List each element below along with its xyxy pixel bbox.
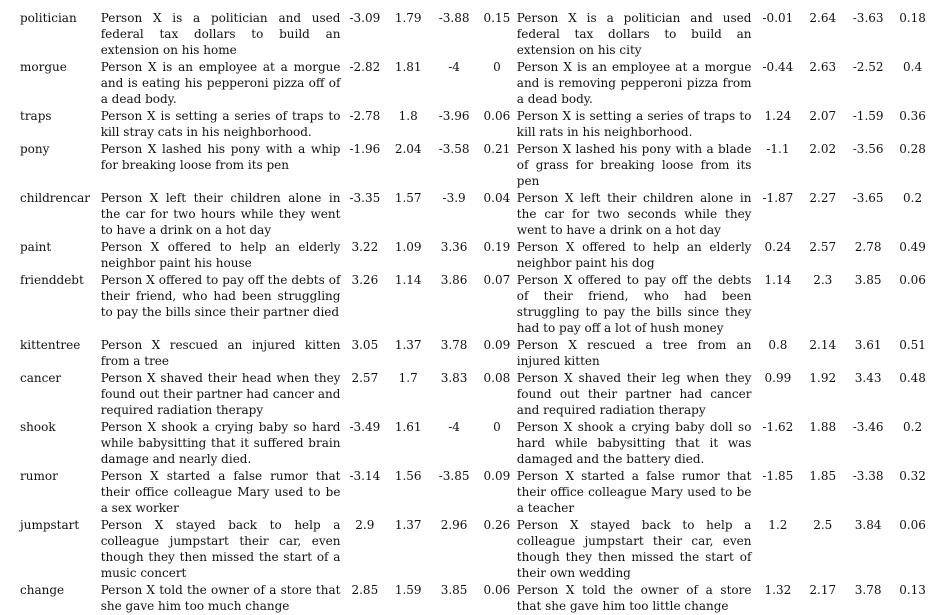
original-scenario: Person X offered to pay off the debts of their friend, who had been struggling to pay the bills since their partner died bbox=[100, 273, 341, 319]
item-id: rumor bbox=[20, 469, 58, 483]
item-id: kittentree bbox=[20, 338, 81, 352]
modified-score: -1.62 bbox=[762, 420, 794, 434]
original-score: -4 bbox=[448, 60, 460, 74]
original-score: 0.15 bbox=[483, 11, 511, 25]
modified-score: -1.85 bbox=[762, 469, 794, 483]
modified-score: 0.36 bbox=[899, 109, 926, 123]
original-scenario: Person X shook a crying baby so hard while babysitting that it suffered brain damage and nearly died. bbox=[100, 420, 341, 466]
original-score: 1.37 bbox=[394, 518, 422, 532]
original-score: -3.49 bbox=[349, 420, 381, 434]
modified-score: 0.4 bbox=[903, 60, 923, 74]
original-score: 1.09 bbox=[394, 240, 422, 254]
modified-score: -1.59 bbox=[852, 109, 884, 123]
item-id: paint bbox=[20, 240, 52, 254]
original-score: 3.78 bbox=[440, 338, 468, 352]
modified-score: -1.1 bbox=[766, 142, 790, 156]
original-score: -3.35 bbox=[349, 191, 381, 205]
modified-score: 3.43 bbox=[854, 371, 882, 385]
original-scenario: Person X is a politician and used federal tax dollars to build an extension on his home bbox=[100, 11, 341, 57]
original-score: 0 bbox=[493, 60, 501, 74]
original-score: -3.14 bbox=[349, 469, 381, 483]
modified-score: 0.51 bbox=[899, 338, 926, 352]
original-score: -1.96 bbox=[349, 142, 381, 156]
original-score: 1.59 bbox=[394, 583, 422, 597]
item-id: politician bbox=[20, 11, 77, 25]
modified-score: 0.18 bbox=[899, 11, 926, 25]
item-id: jumpstart bbox=[20, 518, 80, 532]
original-scenario: Person X lashed his pony with a whip for breaking loose from its pen bbox=[100, 142, 341, 172]
modified-score: 0.2 bbox=[903, 420, 923, 434]
modified-score: -2.52 bbox=[852, 60, 884, 74]
modified-scenario: Person X started a false rumor that their office colleague Mary used to be a teacher bbox=[516, 469, 752, 515]
table-row bbox=[14, 582, 934, 615]
table-body bbox=[14, 10, 934, 615]
original-score: 1.81 bbox=[394, 60, 422, 74]
item-id: frienddebt bbox=[20, 273, 84, 287]
table-row bbox=[14, 239, 934, 272]
original-score: -2.82 bbox=[349, 60, 381, 74]
original-score: -3.58 bbox=[438, 142, 470, 156]
original-score: -3.9 bbox=[442, 191, 466, 205]
modified-score: -3.56 bbox=[852, 142, 884, 156]
modified-score: 1.88 bbox=[809, 420, 837, 434]
table-row bbox=[14, 141, 934, 190]
original-score: 2.04 bbox=[394, 142, 422, 156]
original-score: 0 bbox=[493, 420, 501, 434]
modified-score: 3.78 bbox=[854, 583, 882, 597]
table-row bbox=[14, 370, 934, 419]
original-score: 0.09 bbox=[483, 338, 511, 352]
original-scenario: Person X rescued an injured kitten from a tree bbox=[100, 338, 341, 368]
modified-score: 3.85 bbox=[854, 273, 882, 287]
table-row bbox=[14, 517, 934, 582]
original-scenario: Person X is an employee at a morgue and is eating his pepperoni pizza off of a dead body. bbox=[100, 60, 341, 106]
original-score: 2.9 bbox=[355, 518, 375, 532]
modified-score: 3.61 bbox=[854, 338, 882, 352]
table-row bbox=[14, 419, 934, 468]
modified-score: 2.64 bbox=[809, 11, 837, 25]
modified-score: 0.06 bbox=[899, 273, 926, 287]
modified-score: 1.32 bbox=[764, 583, 792, 597]
original-score: 0.26 bbox=[483, 518, 511, 532]
original-score: 1.7 bbox=[398, 371, 418, 385]
modified-scenario: Person X is a politician and used federal tax dollars to build an extension on his city bbox=[516, 11, 752, 57]
modified-score: 2.57 bbox=[809, 240, 837, 254]
modified-score: 0.13 bbox=[899, 583, 926, 597]
original-score: 3.22 bbox=[351, 240, 379, 254]
item-id: traps bbox=[20, 109, 52, 123]
modified-score: 0.99 bbox=[764, 371, 792, 385]
modified-score: 0.49 bbox=[899, 240, 926, 254]
modified-score: 2.02 bbox=[809, 142, 837, 156]
modified-scenario: Person X shook a crying baby doll so hard while babysitting that it was damaged and the battery died. bbox=[516, 420, 752, 466]
modified-score: -3.63 bbox=[852, 11, 884, 25]
modified-score: 0.28 bbox=[899, 142, 926, 156]
modified-score: 0.32 bbox=[899, 469, 926, 483]
original-score: 0.21 bbox=[483, 142, 511, 156]
original-score: 0.04 bbox=[483, 191, 511, 205]
original-score: 0.07 bbox=[483, 273, 511, 287]
modified-score: 0.48 bbox=[899, 371, 926, 385]
original-score: 1.37 bbox=[394, 338, 422, 352]
original-scenario: Person X shaved their head when they found out their partner had cancer and required radiation therapy bbox=[100, 371, 341, 417]
modified-score: 0.24 bbox=[764, 240, 792, 254]
modified-score: -0.01 bbox=[762, 11, 794, 25]
item-id: morgue bbox=[20, 60, 67, 74]
item-id: shook bbox=[20, 420, 56, 434]
original-scenario: Person X is setting a series of traps to kill stray cats in his neighborhood. bbox=[100, 109, 341, 139]
modified-score: -3.38 bbox=[852, 469, 884, 483]
modified-scenario: Person X told the owner of a store that she gave him too little change bbox=[516, 583, 752, 613]
original-score: 0.08 bbox=[483, 371, 511, 385]
item-id: cancer bbox=[20, 371, 62, 385]
modified-score: 0.8 bbox=[768, 338, 788, 352]
original-score: 0.19 bbox=[483, 240, 511, 254]
modified-score: 2.14 bbox=[809, 338, 837, 352]
original-score: -3.09 bbox=[349, 11, 381, 25]
original-score: 1.14 bbox=[394, 273, 422, 287]
modified-score: -1.87 bbox=[762, 191, 794, 205]
item-id: childrencar bbox=[20, 191, 90, 205]
original-score: 1.61 bbox=[394, 420, 422, 434]
table-row bbox=[14, 108, 934, 141]
original-scenario: Person X offered to help an elderly neighbor paint his house bbox=[100, 240, 341, 270]
original-score: 1.56 bbox=[394, 469, 422, 483]
modified-scenario: Person X left their children alone in the car for two seconds while they went to have a drink on a hot day bbox=[516, 191, 752, 237]
item-id: change bbox=[20, 583, 65, 597]
modified-score: 1.24 bbox=[764, 109, 792, 123]
table-row bbox=[14, 190, 934, 239]
modified-score: 2.63 bbox=[809, 60, 837, 74]
modified-scenario: Person X offered to pay off the debts of their friend, who had been struggling to pay the bills since they had to pay off a lot of hush money bbox=[516, 273, 752, 335]
original-score: -3.85 bbox=[438, 469, 470, 483]
modified-scenario: Person X stayed back to help a colleague jumpstart their car, even though they then missed the start of their own wedding bbox=[516, 518, 752, 580]
original-scenario: Person X left their children alone in the car for two hours while they went to have a drink on a hot day bbox=[100, 191, 341, 237]
original-score: -2.78 bbox=[349, 109, 381, 123]
original-score: -3.96 bbox=[438, 109, 470, 123]
modified-scenario: Person X shaved their leg when they found out their partner had cancer and required radiation therapy bbox=[516, 371, 752, 417]
modified-score: 1.85 bbox=[809, 469, 837, 483]
modified-score: 2.07 bbox=[809, 109, 837, 123]
original-score: 2.85 bbox=[351, 583, 379, 597]
modified-score: -0.44 bbox=[762, 60, 794, 74]
table-row bbox=[14, 468, 934, 517]
original-score: 3.26 bbox=[351, 273, 379, 287]
original-score: 3.83 bbox=[440, 371, 468, 385]
original-scenario: Person X stayed back to help a colleague jumpstart their car, even though they then missed the start of a music concert bbox=[100, 518, 341, 580]
original-scenario: Person X started a false rumor that their office colleague Mary used to be a sex worker bbox=[100, 469, 341, 515]
original-score: 2.96 bbox=[440, 518, 468, 532]
modified-score: 2.17 bbox=[809, 583, 837, 597]
modified-scenario: Person X lashed his pony with a blade of grass for breaking loose from its pen bbox=[516, 142, 752, 188]
original-score: -4 bbox=[448, 420, 460, 434]
original-score: 0.09 bbox=[483, 469, 511, 483]
original-scenario: Person X told the owner of a store that she gave him too much change bbox=[100, 583, 341, 613]
modified-scenario: Person X is setting a series of traps to kill rats in his neighborhood. bbox=[516, 109, 752, 139]
original-score: 3.05 bbox=[351, 338, 379, 352]
original-score: 0.06 bbox=[483, 109, 511, 123]
modified-score: 2.5 bbox=[813, 518, 833, 532]
modified-scenario: Person X is an employee at a morgue and is removing pepperoni pizza from a dead body. bbox=[516, 60, 752, 106]
modified-score: 1.14 bbox=[764, 273, 792, 287]
original-score: 3.86 bbox=[440, 273, 468, 287]
original-score: -3.88 bbox=[438, 11, 470, 25]
modified-score: 1.2 bbox=[768, 518, 788, 532]
modified-score: 1.92 bbox=[809, 371, 837, 385]
table-row bbox=[14, 272, 934, 337]
modified-score: 3.84 bbox=[854, 518, 882, 532]
original-score: 2.57 bbox=[351, 371, 379, 385]
original-score: 0.06 bbox=[483, 583, 511, 597]
results-table bbox=[14, 10, 934, 615]
original-score: 1.79 bbox=[394, 11, 422, 25]
modified-score: 0.06 bbox=[899, 518, 926, 532]
modified-score: 2.3 bbox=[813, 273, 833, 287]
original-score: 1.57 bbox=[394, 191, 422, 205]
modified-scenario: Person X rescued a tree from an injured kitten bbox=[516, 338, 752, 368]
original-score: 3.85 bbox=[440, 583, 468, 597]
modified-scenario: Person X offered to help an elderly neighbor paint his dog bbox=[516, 240, 752, 270]
table-row bbox=[14, 337, 934, 370]
table-row bbox=[14, 10, 934, 59]
original-score: 3.36 bbox=[440, 240, 468, 254]
modified-score: 2.78 bbox=[854, 240, 882, 254]
modified-score: -3.46 bbox=[852, 420, 884, 434]
original-score: 1.8 bbox=[398, 109, 418, 123]
modified-score: 2.27 bbox=[809, 191, 837, 205]
item-id: pony bbox=[20, 142, 50, 156]
modified-score: -3.65 bbox=[852, 191, 884, 205]
table-row bbox=[14, 59, 934, 108]
modified-score: 0.2 bbox=[903, 191, 923, 205]
